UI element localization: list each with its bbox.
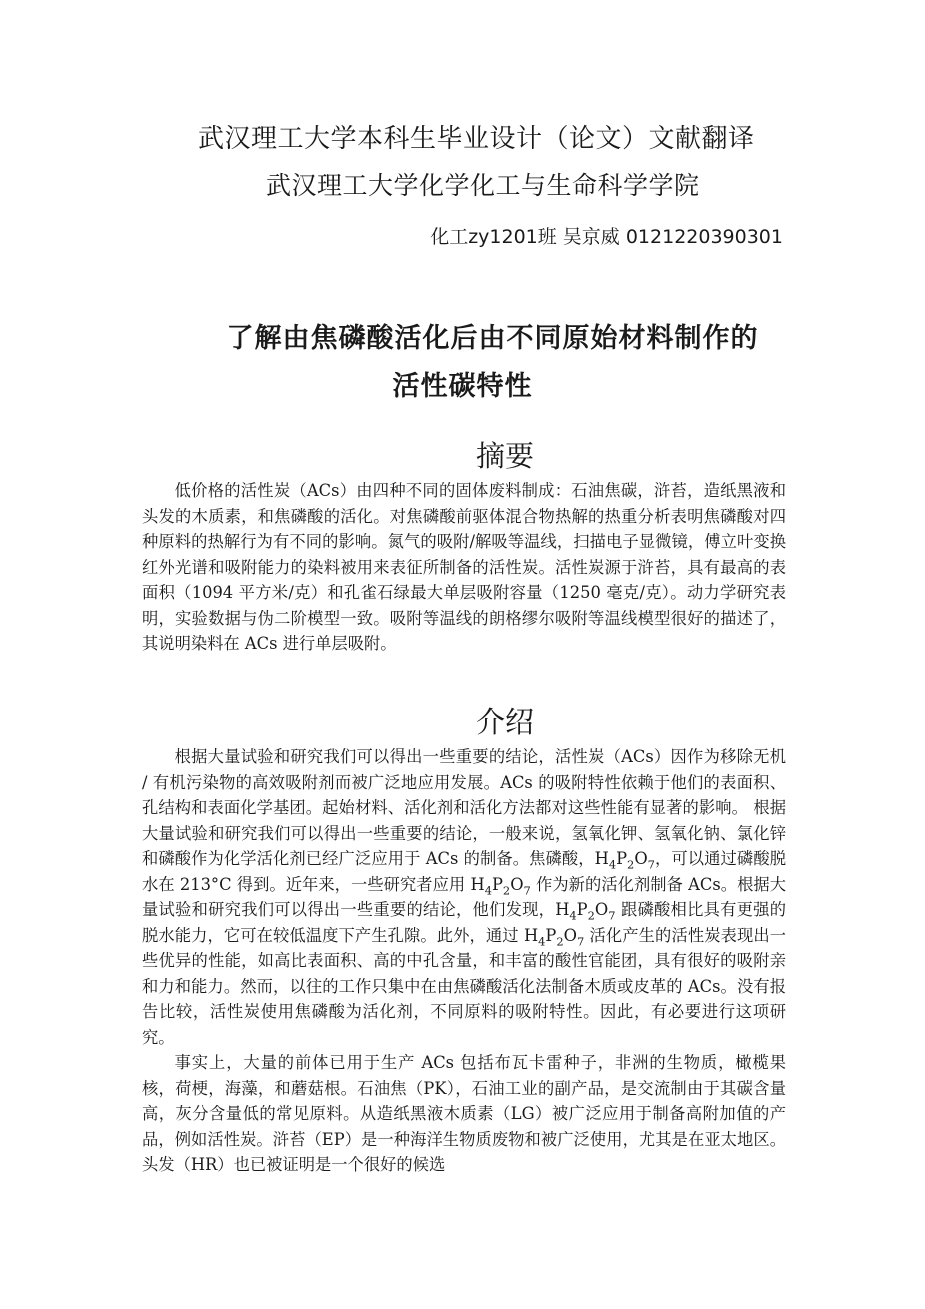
formula-h4p2o7: $H_4P_2O_7$ xyxy=(555,900,616,923)
formula-h4p2o7: $H_4P_2O_7$ xyxy=(470,874,531,897)
paper-title-line-2: 活性碳特性 xyxy=(392,371,533,402)
college-header: 武汉理工大学化学化工与生命科学学院 xyxy=(266,171,700,200)
intro-p1-text-2: ，可以通过磷酸脱水在 213°C 得到。近年来，一些研究者应用 xyxy=(142,849,786,894)
intro-heading: 介绍 xyxy=(475,705,534,739)
abstract-body xyxy=(142,478,786,657)
abstract-paragraph: 低价格的活性炭（ACs）由四种不同的固体废料制成：石油焦碳，浒苔，造纸黑液和头发的木质素，和焦磷酸的活化。对焦磷酸前驱体混合物热解的热重分析表明焦磷酸对四种原料的热解行为有不同的影响。氮气的吸附/解吸等温线，扫描电子显微镜，傅立叶变换红外光谱和吸附能力的染料被用来表征所制备的活性炭。活性炭源于浒苔，具有最高的表面积（1094 平方米/克）和孔雀石绿最大单层吸附容量（1250 毫克/克）。动力学研究表明，实验数据与伪二阶模型一致。吸附等温线的朗格缪尔吸附等温线模型很好的描述了，其说明染料在 ACs 进行单层吸附。 xyxy=(142,481,786,653)
abstract-heading: 摘要 xyxy=(475,439,534,473)
intro-p1-text-1: 根据大量试验和研究我们可以得出一些重要的结论，活性炭（ACs）因作为移除无机 / 有机污染物的高效吸附剂而被广泛地应用发展。ACs 的吸附特性依赖于他们的表面积、孔结构和表面化学基团。起始材料、活化剂和活化方法都对这些性能有显著的影响。 根据大量试验和研究我们可以得出一些重要的结论，一般来说，氢氧化钾、氢氧化钠、氯化锌和磷酸作为化学活化剂已经广泛应用于 ACs 的制备。焦磷酸， xyxy=(142,747,786,868)
formula-h4p2o7: $H_4P_2O_7$ xyxy=(594,849,655,872)
university-header: 武汉理工大学本科生毕业设计（论文）文献翻译 xyxy=(198,124,755,154)
intro-p1-text-3: 作为新的活化剂制备 ACs。根据大量试验和研究我们可以得出一些重要的结论，他们发现， xyxy=(142,874,786,919)
intro-p1-text-5: 活化产生的活性炭表现出一些优异的性能，如高比表面积、高的中孔含量，和丰富的酸性官能团，具有很好的吸附亲和力和能力。然而，以往的工作只集中在由焦磷酸活化法制备木质或皮革的 ACs。没有报告比较，活性炭使用焦磷酸为活化剂，不同原料的吸附特性。因此，有必要进行这项研究。 xyxy=(142,925,786,1047)
intro-paragraph-1 xyxy=(142,744,786,1050)
author-line: 化工zy1201班 吴京威 0121220390301 xyxy=(430,226,783,248)
intro-p1-text-4: 跟磷酸相比具有更强的脱水能力，它可在较低温度下产生孔隙。此外，通过 xyxy=(142,900,786,945)
intro-body xyxy=(142,744,786,1178)
intro-paragraph-2: 事实上，大量的前体已用于生产 ACs 包括布瓦卡雷种子，非洲的生物质，橄榄果核，荷梗，海藻，和蘑菇根。石油焦（PK），石油工业的副产品，是交流制由于其碳含量高，灰分含量低的常见原料。从造纸黑液木质素（LG）被广泛应用于制备高附加值的产品，例如活性炭。浒苔（EP）是一种海洋生物质废物和被广泛使用，尤其是在亚太地区。头发（HR）也已被证明是一个很好的候选 xyxy=(142,1053,786,1174)
paper-title-line-1: 了解由焦磷酸活化后由不同原始材料制作的 xyxy=(226,323,759,354)
formula-h4p2o7: $H_4P_2O_7$ xyxy=(523,925,585,948)
